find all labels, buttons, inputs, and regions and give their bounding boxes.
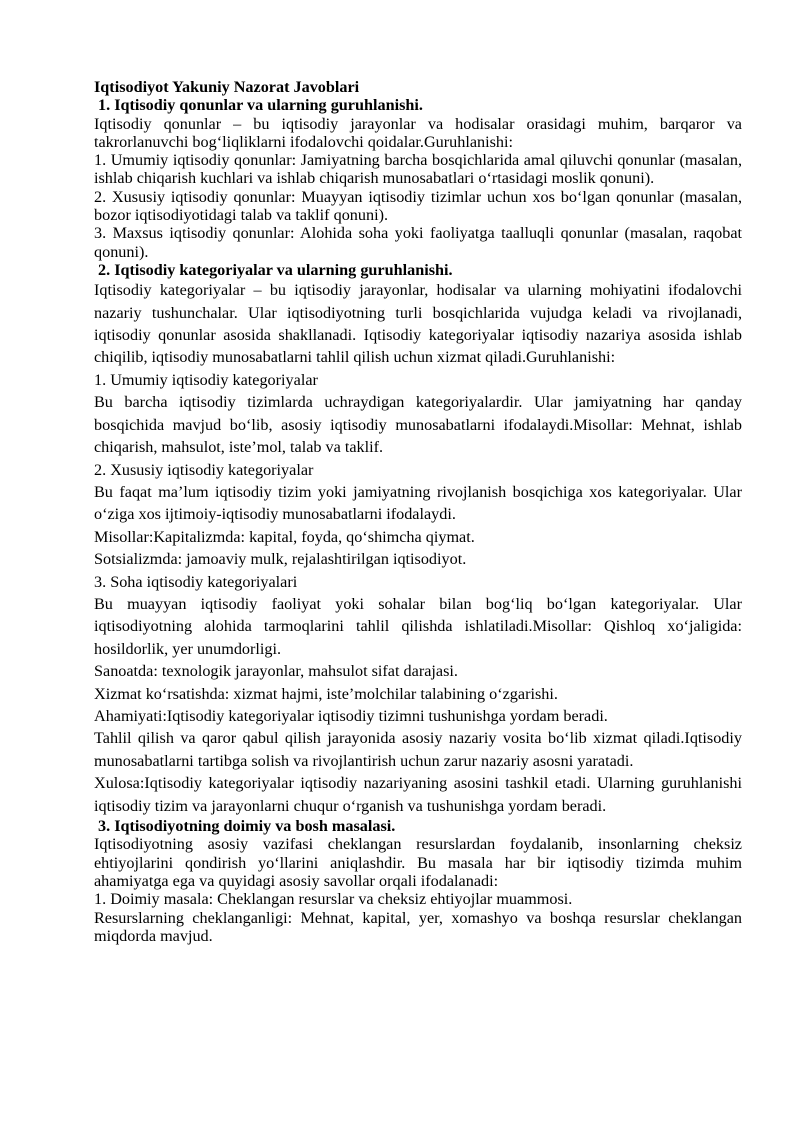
section-2-heading: 2. Iqtisodiy kategoriyalar va ularning guruhlanishi. bbox=[98, 260, 453, 279]
section-3-paragraph: 1. Doimiy masala: Cheklangan resurslar va cheksiz ehtiyojlar muammosi. bbox=[94, 890, 573, 909]
section-2-paragraph: Sotsializmda: jamoaviy mulk, rejalashtirilgan iqtisodiyot. bbox=[94, 550, 467, 569]
document-page bbox=[94, 78, 742, 945]
section-2-paragraph: Sanoatda: texnologik jarayonlar, mahsulot sifat darajasi. bbox=[94, 662, 458, 681]
section-2-paragraph: Bu barcha iqtisodiy tizimlarda uchraydigan kategoriyalardir. Ular jamiyatning har qanday bosqichida mavjud bo‘lib, asosiy iqtisodiy munosabatlarni ifodalaydi.Misollar: Mehnat, ishlab chiqarish, mahsulot, iste’mol, talab va taklif. bbox=[94, 393, 742, 457]
section-1-paragraph: 2. Xususiy iqtisodiy qonunlar: Muayyan iqtisodiy tizimlar uchun xos bo‘lgan qonunlar (masalan, bozor iqtisodiyotidagi talab va taklif qonuni). bbox=[94, 187, 742, 225]
section-1-paragraph: Iqtisodiy qonunlar – bu iqtisodiy jarayonlar va hodisalar orasidagi muhim, barqaror va takrorlanuvchi bog‘liqliklarni ifodalovchi qoidalar.Guruhlanishi: bbox=[94, 114, 742, 151]
section-2-paragraph: Bu muayyan iqtisodiy faoliyat yoki sohalar bilan bog‘liq bo‘lgan kategoriyalar. Ular iqtisodiyotning alohida tarmoqlarini tahlil qilishda ishlatiladi.Misollar: Qishloq xo‘jaligida: hosildorlik, yer unumdorligi. bbox=[94, 594, 742, 658]
section-3-paragraph: Iqtisodiyotning asosiy vazifasi cheklangan resurslardan foydalanib, insonlarning cheksiz ehtiyojlarini qondirish yo‘llarini aniqlashdir. Bu masala har bir iqtisodiy tizimda muhim ahamiyatga ega va quyidagi asosiy savollar orqali ifodalanadi: bbox=[94, 835, 742, 890]
section-2-paragraph: Tahlil qilish va qaror qabul qilish jarayonida asosiy nazariy vosita bo‘lib xizmat qiladi.Iqtisodiy munosabatlarni tartibga solish va rivojlantirish uchun zarur nazariy asosni yaratadi. bbox=[94, 729, 742, 770]
section-2-paragraph: Bu faqat ma’lum iqtisodiy tizim yoki jamiyatning rivojlanish bosqichiga xos kategoriyalar. Ular o‘ziga xos ijtimoiy-iqtisodiy munosabatlarni ifodalaydi. bbox=[94, 482, 742, 524]
section-3-heading: 3. Iqtisodiyotning doimiy va bosh masalasi. bbox=[98, 817, 396, 836]
section-2-paragraph: Xizmat ko‘rsatishda: xizmat hajmi, iste’molchilar talabining o‘zgarishi. bbox=[94, 684, 558, 703]
document-title: Iqtisodiyot Yakuniy Nazorat Javoblari bbox=[94, 78, 360, 96]
section-2-paragraph: Iqtisodiy kategoriyalar – bu iqtisodiy jarayonlar, hodisalar va ularning mohiyatini ifodalovchi nazariy tushunchalar. Ular iqtisodiyotning turli bosqichlarida vujudga keladi va rivojlanadi, iqtisodiy qonunlar asosida shakllanadi. Iqtisodiy kategoriyalar iqtisodiy nazariya asosida ishlab chiqilib, iqtisodiy munosabatlarni tahlil qilish uchun xizmat qiladi.Guruhlanishi: bbox=[94, 281, 742, 367]
section-1-heading: 1. Iqtisodiy qonunlar va ularning guruhlanishi. bbox=[98, 96, 423, 115]
section-2-paragraph: Xulosa:Iqtisodiy kategoriyalar iqtisodiy nazariyaning asosini tashkil etadi. Ularning guruhlanishi iqtisodiy tizim va jarayonlarni chuqur o‘rganish va tushunishga yordam beradi. bbox=[94, 774, 742, 815]
section-2-subheading: 3. Soha iqtisodiy kategoriyalari bbox=[94, 572, 298, 591]
section-2-paragraph: Misollar:Kapitalizmda: kapital, foyda, qo‘shimcha qiymat. bbox=[94, 527, 475, 546]
section-2-subheading: 1. Umumiy iqtisodiy kategoriyalar bbox=[94, 370, 318, 389]
section-2-subheading: 2. Xususiy iqtisodiy kategoriyalar bbox=[94, 460, 314, 479]
section-1-paragraph: 1. Umumiy iqtisodiy qonunlar: Jamiyatning barcha bosqichlarida amal qiluvchi qonunlar (masalan, ishlab chiqarish kuchlari va ishlab chiqarish munosabatlari o‘rtasidagi moslik qonuni). bbox=[94, 151, 742, 188]
section-3-paragraph: Resurslarning cheklanganligi: Mehnat, kapital, yer, xomashyo va boshqa resurslar cheklangan miqdorda mavjud. bbox=[94, 908, 742, 945]
section-2-paragraph: Ahamiyati:Iqtisodiy kategoriyalar iqtisodiy tizimni tushunishga yordam beradi. bbox=[94, 706, 608, 725]
section-1-paragraph: 3. Maxsus iqtisodiy qonunlar: Alohida soha yoki faoliyatga taalluqli qonunlar (masalan, raqobat qonuni). bbox=[94, 224, 742, 261]
